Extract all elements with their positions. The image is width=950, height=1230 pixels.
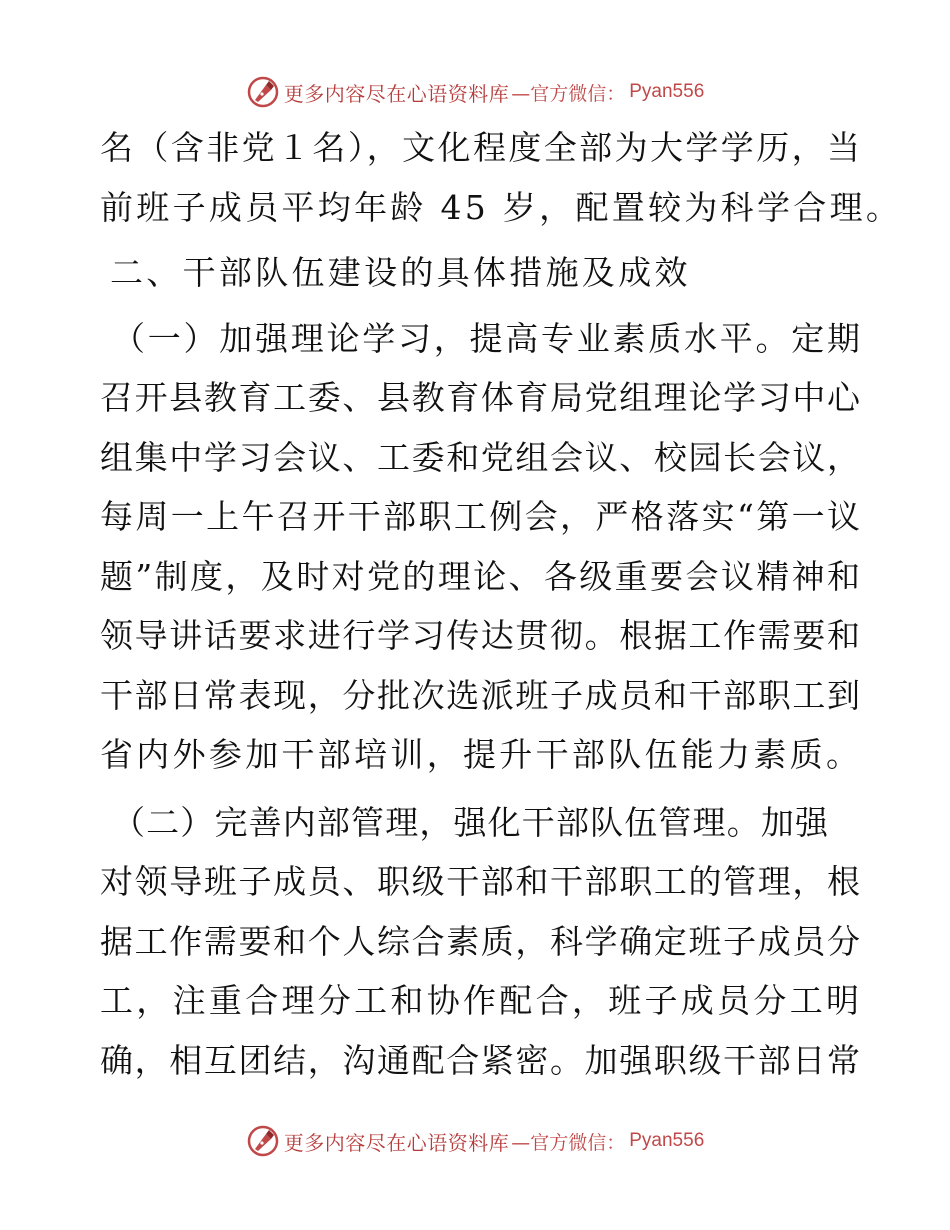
paragraph-line: 工，注重合理分工和协作配合，班子成员分工明 <box>100 981 863 1020</box>
paragraph-line: 对领导班子成员、职级干部和干部职工的管理，根 <box>100 862 860 901</box>
section-heading: 二、干部队伍建设的具体措施及成效 <box>110 253 691 292</box>
paragraph-line: （一）加强理论学习，提高专业素质水平。定期 <box>112 318 860 358</box>
paragraph-line: 题”制度，及时对党的理论、各级重要会议精神和 <box>100 556 860 596</box>
paragraph-line: 每周一上午召开干部职工例会，严格落实“第一议 <box>100 497 860 536</box>
header-banner-text: 更多内容尽在心语资料库 <box>283 81 510 106</box>
pen-nib-logo-icon <box>246 1124 280 1158</box>
pen-nib-logo-icon <box>246 75 280 109</box>
paragraph-line: 确，相互团结，沟通配合紧密。加强职级干部日常 <box>100 1040 860 1080</box>
header-banner-official: —官方微信： <box>511 82 626 105</box>
paragraph-line: 领导讲话要求进行学习传达贯彻。根据工作需要和 <box>100 616 860 655</box>
footer-banner-wechat-id: Pyan556 <box>629 1130 705 1151</box>
paragraph-line: （二）完善内部管理，强化干部队伍管理。加强 <box>112 802 828 842</box>
document-body <box>100 118 903 1090</box>
paragraph-line: 组集中学习会议、工委和党组会议、校园长会议， <box>100 437 860 477</box>
footer-banner-text: 更多内容尽在心语资料库 <box>283 1130 510 1155</box>
paragraph-line: 前班子成员平均年龄 45 岁，配置较为科学合理。 <box>100 187 903 227</box>
paragraph-line: 名（含非党１名），文化程度全部为大学学历，当 <box>100 128 860 167</box>
paragraph-line: 据工作需要和个人综合素质，科学确定班子成员分 <box>100 921 860 961</box>
paragraph-line: 召开县教育工委、县教育体育局党组理论学习中心 <box>100 378 860 417</box>
paragraph-line: 省内外参加干部培训，提升干部队伍能力素质。 <box>100 735 863 774</box>
footer-banner <box>0 1121 950 1161</box>
footer-banner-official: —官方微信： <box>511 1131 626 1154</box>
paragraph-line: 干部日常表现，分批次选派班子成员和干部职工到 <box>100 675 860 715</box>
header-banner <box>0 72 950 112</box>
header-banner-wechat-id: Pyan556 <box>629 81 705 102</box>
